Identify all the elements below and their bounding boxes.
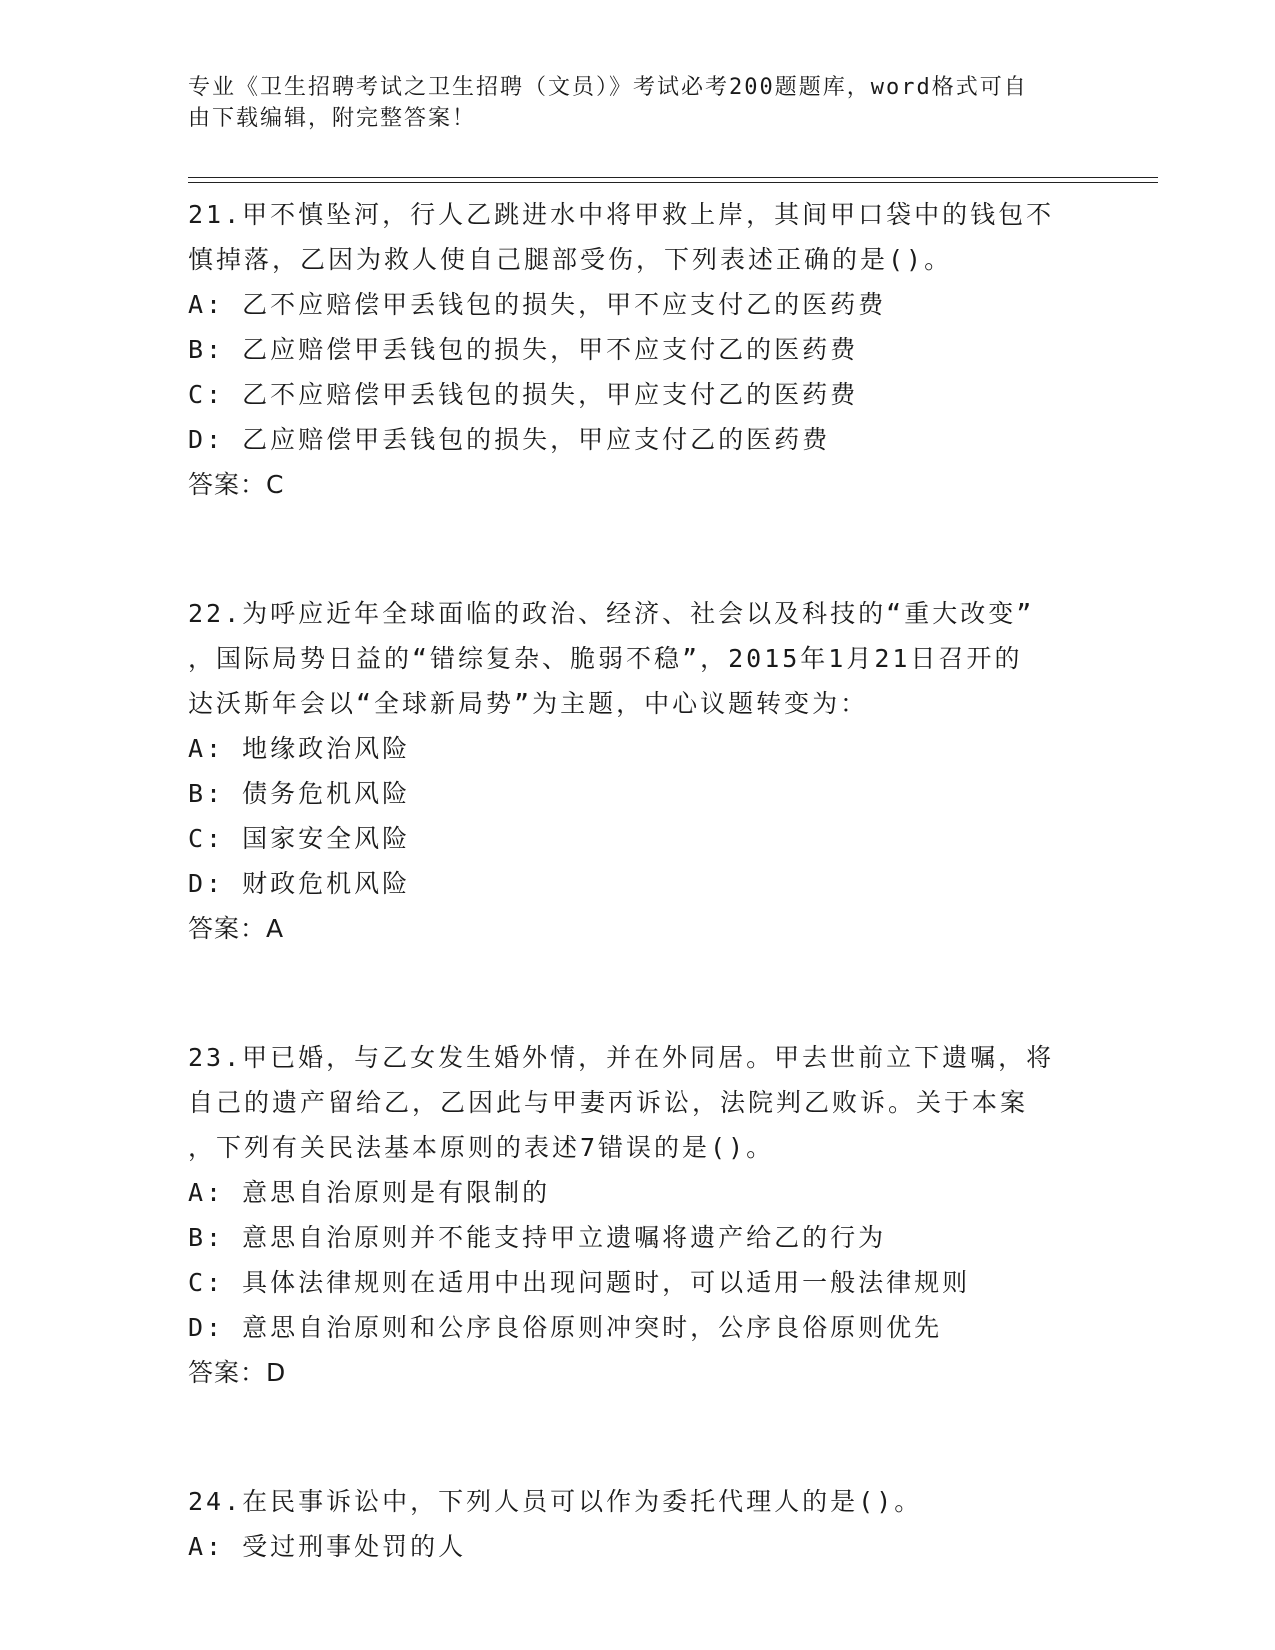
question-23 (188, 1035, 1088, 1395)
question-spacer (188, 507, 1088, 591)
question-stem-line: 21.甲不慎坠河，行人乙跳进水中将甲救上岸，其间甲口袋中的钱包不 (188, 200, 1055, 229)
header-divider-top (188, 177, 1158, 178)
option-a: A: 地缘政治风险 (188, 734, 411, 763)
question-stem-line: 自己的遗产留给乙，乙因此与甲妻丙诉讼，法院判乙败诉。关于本案 (188, 1088, 1029, 1117)
answer-line: 答案：D (188, 1358, 287, 1387)
option-d: D: 乙应赔偿甲丢钱包的损失，甲应支付乙的医药费 (188, 425, 831, 454)
option-c: C: 乙不应赔偿甲丢钱包的损失，甲应支付乙的医药费 (188, 380, 859, 409)
header-divider-bottom (188, 182, 1158, 183)
question-stem-line: ，下列有关民法基本原则的表述7错误的是()。 (188, 1133, 775, 1162)
question-stem-line: 24.在民事诉讼中，下列人员可以作为委托代理人的是()。 (188, 1487, 923, 1516)
header-line-1: 专业《卫生招聘考试之卫生招聘（文员）》考试必考200题题库，word格式可自 (188, 75, 1028, 100)
question-stem-line: ，国际局势日益的“错综复杂、脆弱不稳”，2015年1月21日召开的 (188, 644, 1023, 673)
header-line-2: 由下载编辑，附完整答案！ (188, 106, 477, 131)
option-d: D: 财政危机风险 (188, 869, 411, 898)
option-a: A: 受过刑事处罚的人 (188, 1532, 467, 1561)
question-stem-line: 达沃斯年会以“全球新局势”为主题，中心议题转变为： (188, 689, 869, 718)
answer-line: 答案：C (188, 470, 285, 499)
document-header (188, 72, 1068, 134)
question-spacer (188, 951, 1088, 1035)
option-b: B: 意思自治原则并不能支持甲立遗嘱将遗产给乙的行为 (188, 1223, 887, 1252)
option-c: C: 具体法律规则在适用中出现问题时，可以适用一般法律规则 (188, 1268, 971, 1297)
question-stem-line: 慎掉落，乙因为救人使自己腿部受伤，下列表述正确的是()。 (188, 245, 953, 274)
option-a: A: 乙不应赔偿甲丢钱包的损失，甲不应支付乙的医药费 (188, 290, 887, 319)
answer-line: 答案：A (188, 914, 285, 943)
question-stem-line: 22.为呼应近年全球面临的政治、经济、社会以及科技的“重大改变” (188, 599, 1035, 628)
question-spacer (188, 1395, 1088, 1479)
question-24 (188, 1479, 1088, 1569)
question-stem-line: 23.甲已婚，与乙女发生婚外情，并在外同居。甲去世前立下遗嘱，将 (188, 1043, 1055, 1072)
option-c: C: 国家安全风险 (188, 824, 411, 853)
option-b: B: 乙应赔偿甲丢钱包的损失，甲不应支付乙的医药费 (188, 335, 859, 364)
option-b: B: 债务危机风险 (188, 779, 411, 808)
question-list (188, 192, 1088, 1569)
question-22 (188, 591, 1088, 951)
option-a: A: 意思自治原则是有限制的 (188, 1178, 551, 1207)
question-21 (188, 192, 1088, 507)
option-d: D: 意思自治原则和公序良俗原则冲突时，公序良俗原则优先 (188, 1313, 943, 1342)
